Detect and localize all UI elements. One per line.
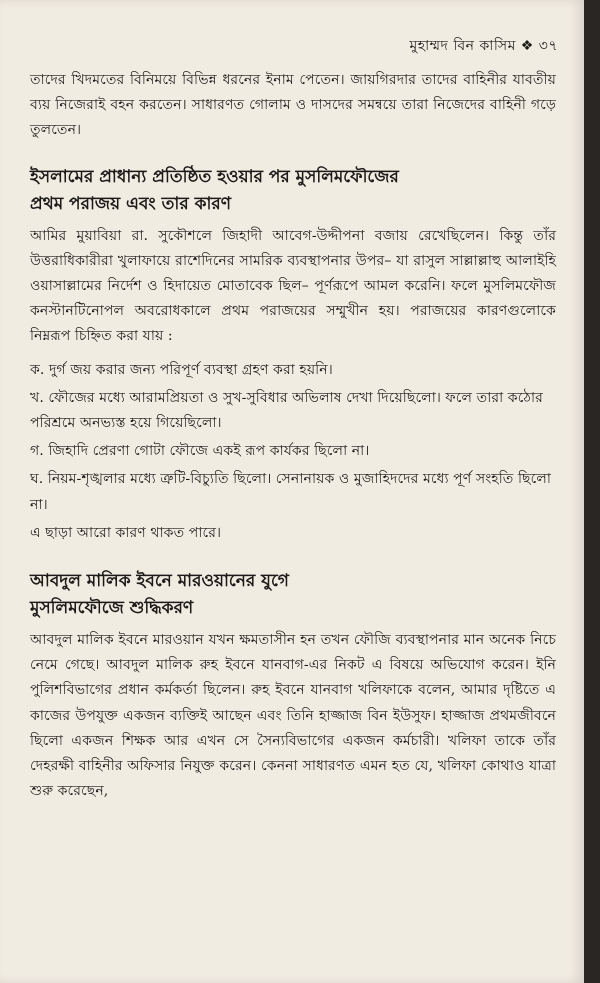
section-heading-line: প্রথম পরাজয় এবং তার কারণ — [30, 193, 232, 214]
section-heading-defeat — [30, 164, 556, 218]
list-item: এ ছাড়া আরো কারণ থাকত পারে। — [30, 524, 222, 541]
list-item: ঘ. নিয়ম-শৃঙ্খলার মধ্যে ত্রুটি-বিচ্যুতি ছিলো। সেনানায়ক ও মুজাহিদদের মধ্যে পূর্ণ সংহতি ছিলো না। — [30, 471, 552, 513]
section-heading-line: মুসলিমফৌজে শুদ্ধিকরণ — [30, 598, 194, 619]
section-heading-line: ইসলামের প্রাধান্য প্রতিষ্ঠিত হওয়ার পর মুসলিমফৌজের — [30, 166, 399, 187]
section-heading-line: আবদুল মালিক ইবনে মারওয়ানের যুগে — [30, 571, 289, 592]
intro-paragraph: তাদের খিদমতের বিনিময়ে বিভিন্ন ধরনের ইনাম পেতেন। জায়গিরদার তাদের বাহিনীর যাবতীয় ব্যয় নিজেরাই বহন করতেন। সাধারণত গোলাম ও দাসদের সমন্বয়ে তারা নিজেদের বাহিনী গড়ে তুলতেন। — [30, 72, 556, 139]
list-item: ক. দুর্গ জয় করার জন্য পরিপূর্ণ ব্যবস্থা গ্রহণ করা হয়নি। — [30, 361, 333, 378]
section-heading-reform — [30, 568, 556, 622]
running-head: মুহাম্মদ বিন কাসিম ❖ ৩৭ — [409, 38, 558, 54]
list-item: খ. ফৌজের মধ্যে আরামপ্রিয়তা ও সুখ-সুবিধার অভিলাষ দেখা দিয়েছিলো। ফলে তারা কঠোর পরিশ্রমে অনভ্যস্ত হয়ে গিয়েছিলো। — [30, 389, 543, 432]
list-item: গ. জিহাদি প্রেরণা গোটা ফৌজে একই রূপ কার্যকর ছিলো না। — [30, 443, 370, 460]
reform-paragraph: আবদুল মালিক ইবনে মারওয়ান যখন ক্ষমতাসীন হন তখন ফৌজি ব্যবস্থাপনার মান অনেক নিচে নেমে গেছে। আবদুল মালিক রুহ ইবনে যানবাগ-এর নিকট এ বিষয়ে অভিযোগ করেন। ইনি পুলিশবিভাগের প্রধান কর্মকর্তা ছিলেন। রুহ ইবনে যানবাগ খলিফাকে বলেন, আমার দৃষ্টিতে এ কাজের উপযুক্ত একজন ব্যক্তিই আছেন এবং তিনি হাজ্জাজ বিন ইউসুফ। হাজ্জাজ প্রথমজীবনে ছিলো একজন শিক্ষক আর এখন সে সৈন্যবিভাগের একজন কর্মচারী। খলিফা তাকে তাঁর দেহরক্ষী বাহিনীর অফিসার নিযুক্ত করেন। কেননা সাধারণত এমন হত যে, খলিফা কোথাও যাত্রা শুরু করেছেন, — [30, 632, 556, 800]
page-body — [30, 68, 556, 804]
defeat-paragraph: আমির মুয়াবিয়া রা. সুকৌশলে জিহাদী আবেগ-উদ্দীপনা বজায় রেখেছিলেন। কিন্তু তাঁর উত্তরাধিকারীরা খুলাফায়ে রাশেদিনের সামরিক ব্যবস্থাপনার উপর– যা রাসুল সাল্লাল্লাহু আলাইহি ওয়াসাল্লামের নির্দেশ ও হিদায়েত মোতাবেক ছিল– পূর্ণরূপে আমল করেনি। ফলে মুসলিমফৌজ কনস্টানটিনোপল অবরোধকালে প্রথম পরাজয়ের সম্মুখীন হয়। পরাজয়ের কারণগুলোকে নিম্নরূপ চিহ্নিত করা যায় : — [30, 227, 556, 345]
